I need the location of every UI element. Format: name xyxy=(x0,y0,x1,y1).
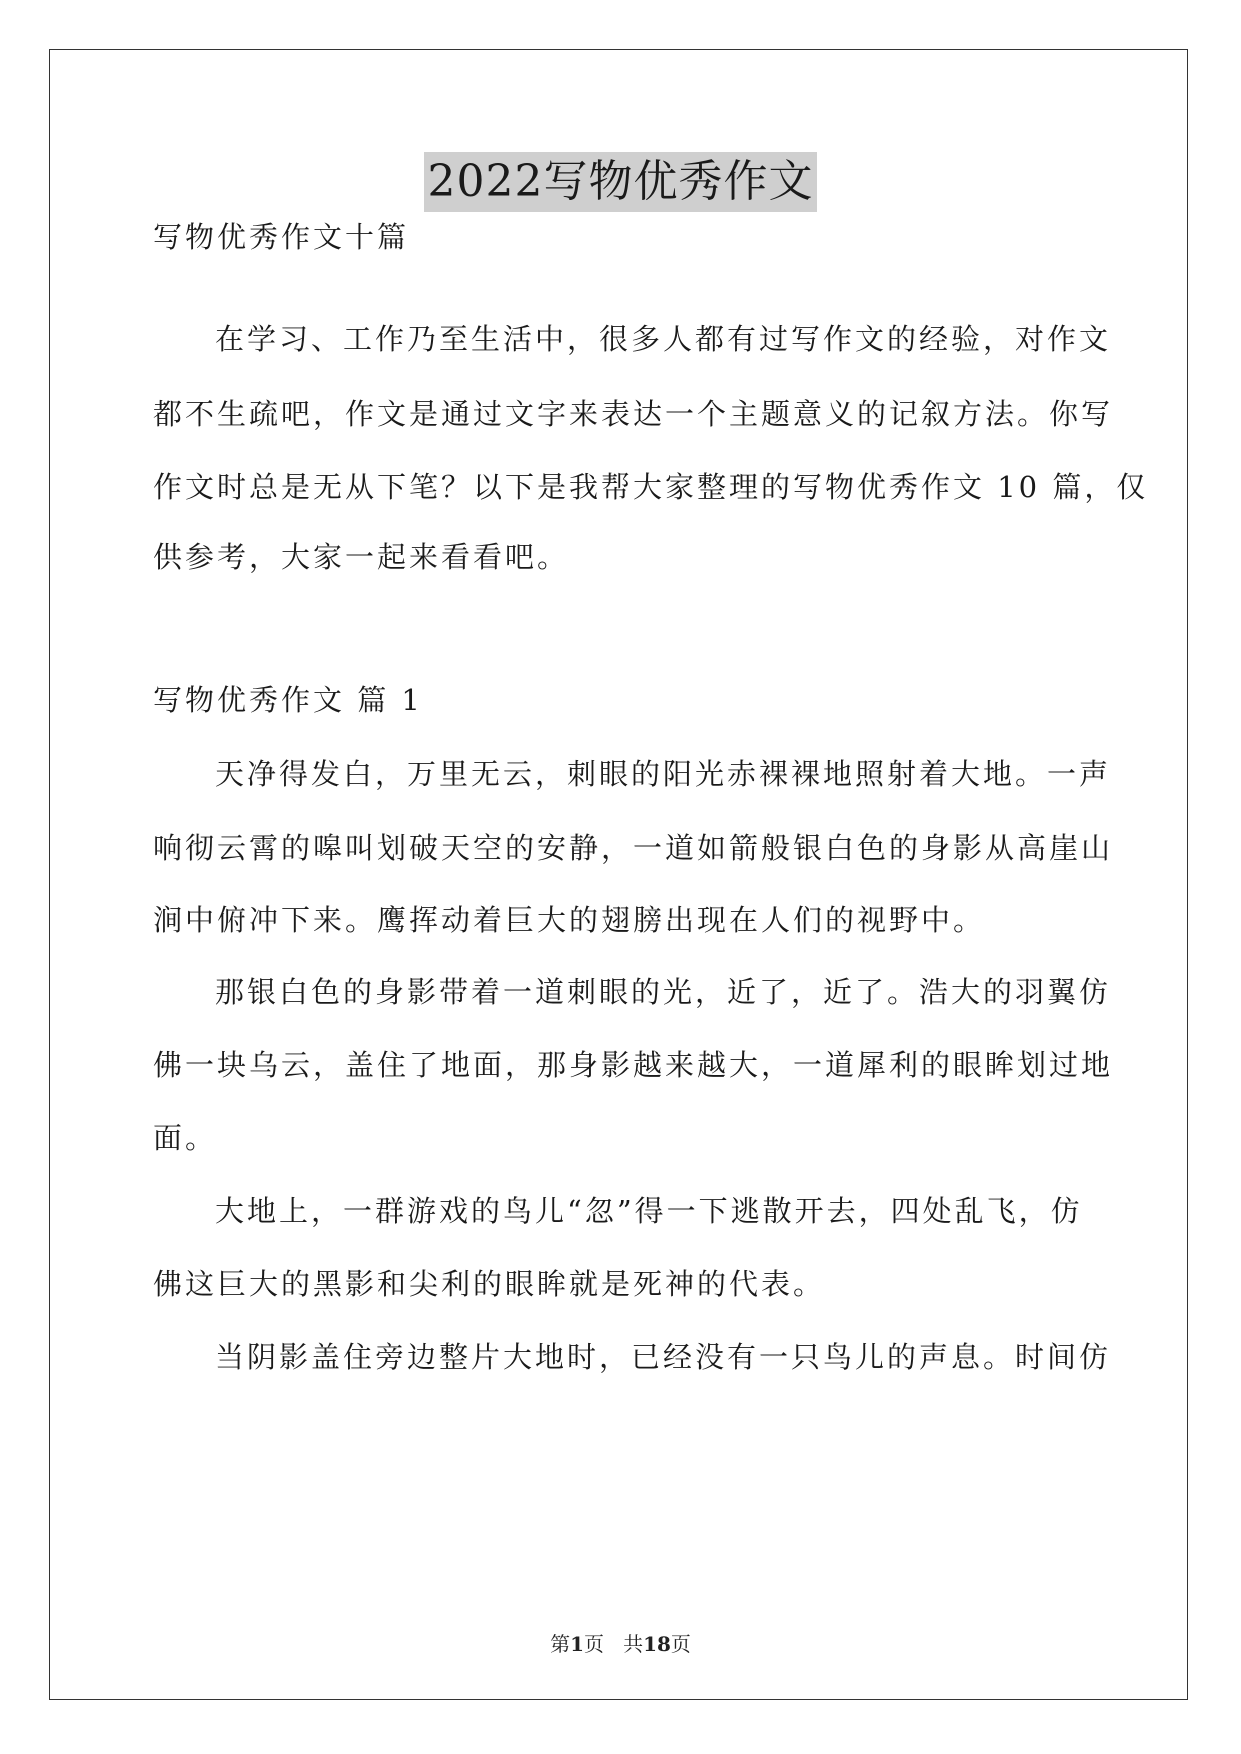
subtitle: 写物优秀作文十篇 xyxy=(153,220,410,254)
intro-line: 作文时总是无从下笔？以下是我帮大家整理的写物优秀作文 10 篇，仅 xyxy=(153,470,1149,504)
page-number: 1 xyxy=(570,1632,584,1656)
body-line: 面。 xyxy=(153,1121,218,1155)
intro-line: 供参考，大家一起来看看吧。 xyxy=(153,540,570,574)
page-footer xyxy=(0,1628,1241,1657)
body-line: 当阴影盖住旁边整片大地时，已经没有一只鸟儿的声息。时间仿 xyxy=(215,1340,1112,1374)
body-line: 佛这巨大的黑影和尖利的眼眸就是死神的代表。 xyxy=(153,1267,826,1301)
total-prefix: 共 xyxy=(623,1632,644,1656)
page-border xyxy=(49,49,1188,1700)
body-line: 佛一块乌云，盖住了地面，那身影越来越大，一道犀利的眼眸划过地 xyxy=(153,1048,1114,1082)
total-suffix: 页 xyxy=(670,1632,691,1656)
intro-line: 都不生疏吧，作文是通过文字来表达一个主题意义的记叙方法。你写 xyxy=(153,397,1114,431)
title-container xyxy=(0,152,1241,212)
body-line: 天净得发白，万里无云，刺眼的阳光赤裸裸地照射着大地。一声 xyxy=(215,757,1112,791)
body-line: 大地上，一群游戏的鸟儿“忽”得一下逃散开去，四处乱飞，仿 xyxy=(215,1194,1083,1228)
body-line: 那银白色的身影带着一道刺眼的光，近了，近了。浩大的羽翼仿 xyxy=(215,975,1112,1009)
total-pages: 18 xyxy=(643,1632,671,1656)
page-prefix: 第 xyxy=(550,1632,571,1656)
page-suffix: 页 xyxy=(584,1632,604,1656)
body-line: 响彻云霄的嗥叫划破天空的安静，一道如箭般银白色的身影从高崖山 xyxy=(153,831,1114,865)
section-heading: 写物优秀作文 篇 1 xyxy=(153,683,423,717)
body-line: 涧中俯冲下来。鹰挥动着巨大的翅膀出现在人们的视野中。 xyxy=(153,903,986,937)
intro-line: 在学习、工作乃至生活中，很多人都有过写作文的经验，对作文 xyxy=(215,322,1112,356)
document-title: 2022写物优秀作文 xyxy=(424,152,818,212)
